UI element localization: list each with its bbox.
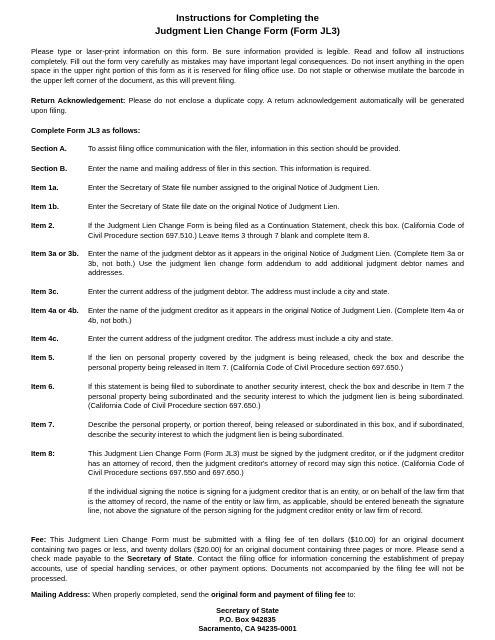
instruction-text: Enter the name of the judgment creditor as it appears in the original Notice of Judgment Lien. (Complete Item 4a or 4b, not both.) bbox=[88, 306, 464, 325]
fee-text-before: This Judgment Lien Change Form must be submitted with a filing fee of ten dollars ($10.00) for an original document containing two pages or less, and twenty dollars ($20.00) for an original document containing three pages or more. Please send a check made payable to the bbox=[31, 535, 464, 564]
instruction-text: Enter the current address of the judgment debtor. The address must include a city and state. bbox=[88, 287, 390, 296]
mailing-and: and bbox=[256, 590, 274, 599]
mailing-address-line-3: Sacramento, CA 94235-0001 bbox=[198, 624, 297, 633]
mailing-paragraph bbox=[31, 590, 464, 600]
instruction-label: Item 3c. bbox=[31, 287, 59, 296]
page-title bbox=[0, 12, 495, 38]
title-line-2: Judgment Lien Change Form (Form JL3) bbox=[155, 26, 340, 37]
instruction-text: Enter the name of the judgment debtor as it appears in the original Notice of Judgment Lien. (Complete Item 3a or 3b, not both.) Use the judgment lien change form addendum to add additional judgment debtor names and addresses. bbox=[88, 249, 464, 278]
item8-extra-text: If the individual signing the notice is signing for a judgment creditor that is an entity, or on behalf of the law firm that is the attorney of record, the name of the entity or law firm, as applicable, should be entered beneath the signature line, not above the signature of the person signing for the judgment creditor entity or law firm of record. bbox=[88, 487, 464, 516]
title-line-1: Instructions for Completing the bbox=[176, 13, 319, 24]
instruction-label: Item 6. bbox=[31, 382, 55, 391]
instruction-text: If the lien on personal property covered by the judgment is being released, check the box and describe the personal property being released in Item 7. (California Code of Civil Procedure section 697.650.) bbox=[88, 353, 464, 372]
instruction-label: Section B. bbox=[31, 164, 68, 173]
instruction-text: Enter the name and mailing address of filer in this section. This information is required. bbox=[88, 164, 371, 173]
return-ack-label: Return Acknowledgement: bbox=[31, 96, 126, 105]
mailing-label: Mailing Address: bbox=[31, 590, 91, 599]
return-ack-paragraph bbox=[31, 96, 464, 115]
instruction-label: Item 2. bbox=[31, 221, 55, 230]
mailing-payment: payment of filing fee bbox=[273, 590, 346, 599]
mailing-original-form: original form bbox=[211, 590, 257, 599]
mailing-to: to: bbox=[345, 590, 356, 599]
instruction-text: Enter the current address of the judgment creditor. The address must include a city and state. bbox=[88, 334, 394, 343]
instruction-label: Item 1b. bbox=[31, 202, 59, 211]
instruction-label: Item 4c. bbox=[31, 334, 59, 343]
instruction-text: Enter the Secretary of State file date on the original Notice of Judgment Lien. bbox=[88, 202, 340, 211]
fee-paragraph bbox=[31, 535, 464, 584]
mailing-address-line-2: P.O. Box 942835 bbox=[219, 615, 276, 624]
instruction-text: Enter the Secretary of State file number assigned to the original Notice of Judgment Lien. bbox=[88, 183, 380, 192]
mailing-address-line-1: Secretary of State bbox=[216, 606, 279, 615]
instruction-text: To assist filing office communication with the filer, information in this section should be provided. bbox=[88, 144, 401, 153]
fee-label: Fee: bbox=[31, 535, 47, 544]
mailing-text: When properly completed, send the bbox=[90, 590, 212, 599]
instruction-text: If the Judgment Lien Change Form is being filed as a Continuation Statement, check this box. (California Code of Civil Procedure section 697.510.) Leave Items 3 through 7 blank and complete Item 8. bbox=[88, 221, 464, 240]
instruction-label: Item 1a. bbox=[31, 183, 59, 192]
instruction-label: Item 8: bbox=[31, 449, 55, 458]
instruction-text: Describe the personal property, or portion thereof, being released or subordinated in this box, and if subordinated, describe the security interest to which the judgment lien is being subordinated. bbox=[88, 420, 464, 439]
instruction-text: If this statement is being filed to subordinate to another security interest, check the box and describe in Item 7 the personal property being subordinated and the security interest to which the judgment lien is being subordinated. (California Code of Civil Procedure section 697.650.) bbox=[88, 382, 464, 411]
instruction-label: Item 3a or 3b. bbox=[31, 249, 79, 258]
instruction-label: Section A. bbox=[31, 144, 67, 153]
instruction-label: Item 4a or 4b. bbox=[31, 306, 79, 315]
instruction-text: This Judgment Lien Change Form (Form JL3) must be signed by the judgment creditor, or if the judgment creditor has an attorney of record, then the judgment creditor's attorney of record may sign this notice. (California Code of Civil Procedure sections 697.550 and 697.650.) bbox=[88, 449, 464, 478]
intro-paragraph: Please type or laser-print information on this form. Be sure information provided is legible. Read and follow all instructions completely. Fill out the form very carefully as mistakes may have important legal consequences. Do not insert anything in the open space in the upper right portion of this form as it is reserved for filing office use. Do not staple or otherwise mutilate the barcode in the upper left corner of the document, as this will prevent filing. bbox=[31, 47, 464, 86]
instruction-label: Item 5. bbox=[31, 353, 55, 362]
instruction-label: Item 7. bbox=[31, 420, 55, 429]
fee-text-after: . Contact the filing office for information concerning the establishment of prepay accounts, use of special handling services, or other payment options. Documents not accompanied by the filing fee will not be processed. bbox=[31, 554, 465, 583]
complete-heading: Complete Form JL3 as follows: bbox=[31, 126, 141, 135]
return-ack-text: Please do not enclose a duplicate copy. A return acknowledgement automatically will be generated upon filing. bbox=[31, 96, 464, 115]
fee-payee: Secretary of State bbox=[127, 554, 193, 564]
